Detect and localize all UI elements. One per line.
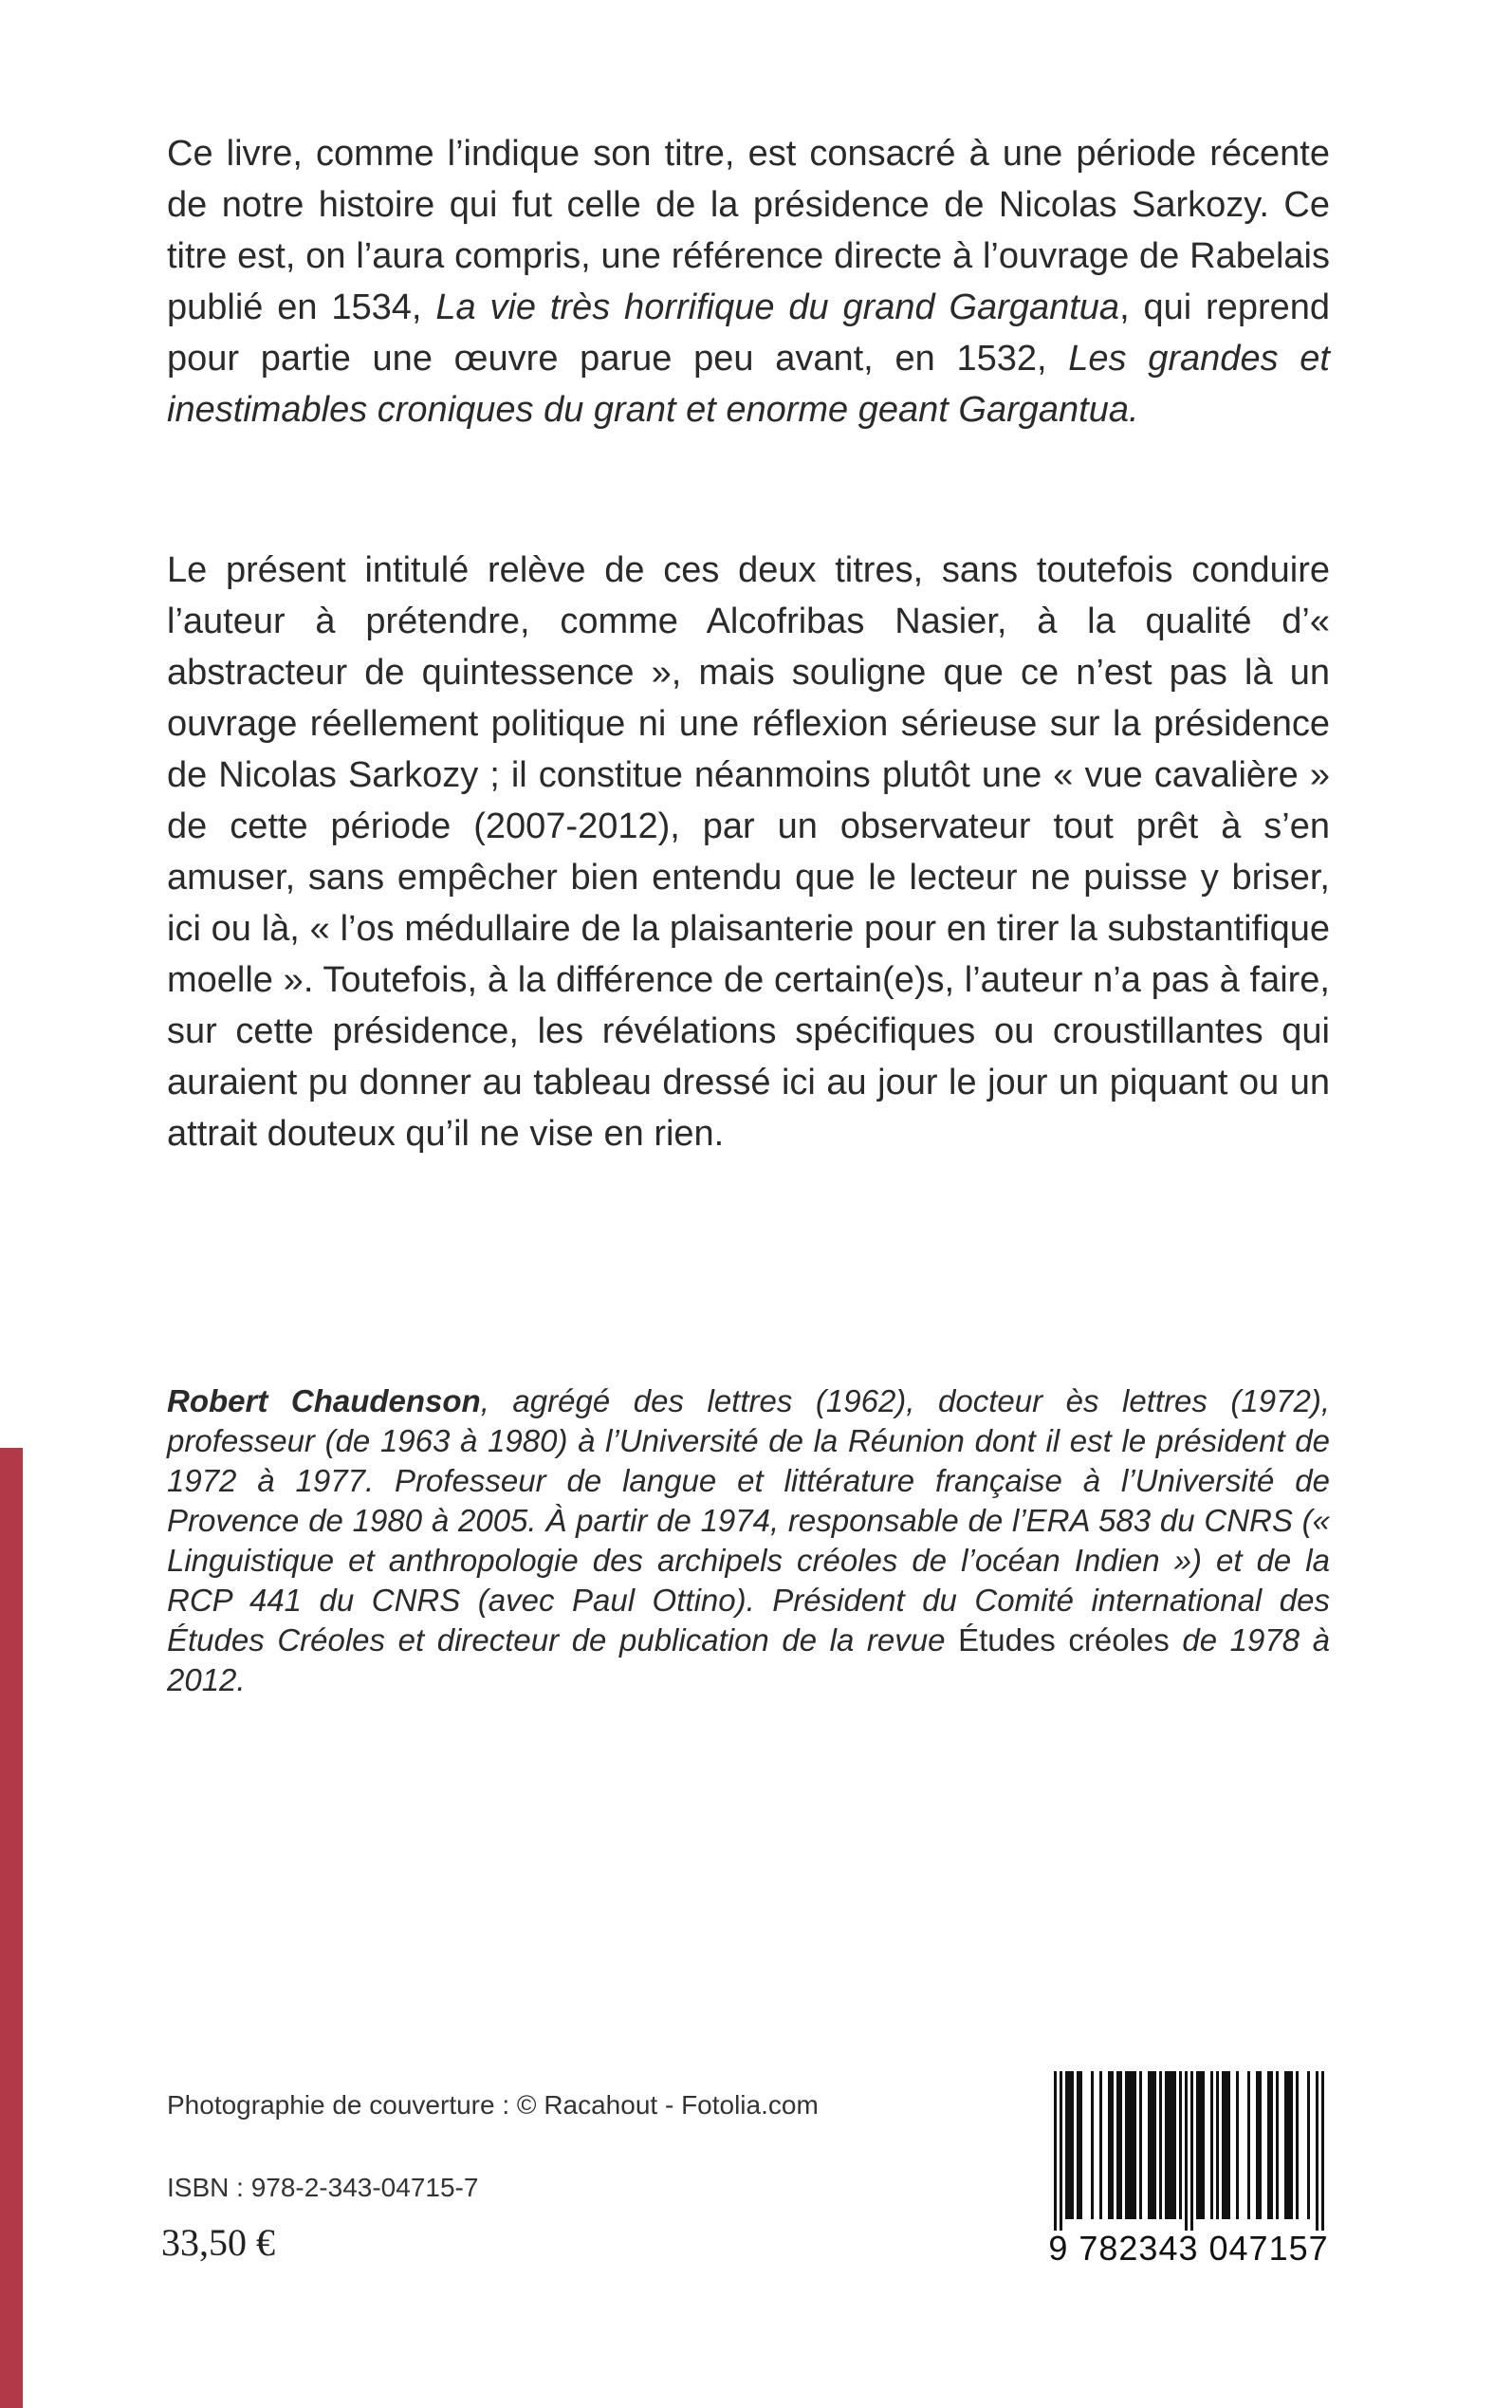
barcode-bar	[1128, 2071, 1131, 2219]
barcode-bar	[1307, 2071, 1310, 2219]
barcode-bar	[1316, 2071, 1318, 2231]
barcode-bar	[1065, 2071, 1068, 2219]
barcode-bar	[1256, 2071, 1259, 2219]
journal-name: Études créoles	[958, 1622, 1170, 1658]
barcode-bar	[1079, 2071, 1082, 2219]
barcode-bar	[1168, 2071, 1171, 2219]
barcode-bar	[1131, 2071, 1134, 2219]
barcode-bar	[1227, 2071, 1230, 2219]
barcode-bar	[1284, 2071, 1287, 2219]
barcode-bar	[1270, 2071, 1273, 2219]
barcode-bar	[1179, 2071, 1182, 2219]
barcode-bar	[1171, 2071, 1173, 2219]
barcode-bar	[1165, 2071, 1168, 2219]
barcode-bar	[1091, 2071, 1094, 2219]
title-croniques: Les grandes et inestimables croniques du grant et enorme geant Gargantua.	[167, 339, 1330, 430]
title-gargantua: La vie très horrifique du grand Gargantua	[435, 287, 1120, 327]
barcode-bar	[1153, 2071, 1156, 2219]
barcode-bar	[1196, 2071, 1199, 2219]
intro-paragraph	[167, 128, 1330, 435]
barcode-bar	[1287, 2071, 1290, 2219]
spine-color-band	[0, 1448, 23, 2408]
barcode-bar	[1267, 2071, 1270, 2219]
barcode-bar	[1236, 2071, 1239, 2219]
barcode-bar	[1151, 2071, 1153, 2219]
barcode-bar	[1125, 2071, 1128, 2219]
isbn: ISBN : 978-2-343-04715-7	[167, 2173, 479, 2202]
barcode-bar	[1247, 2071, 1250, 2219]
second-paragraph: Le présent intitulé relève de ces deux titres, sans toutefois conduire l’auteur à prétendre, comme Alcofribas Nasier, à la qualité d’« abstracteur de quintessence », mais souligne que ce n’est pas là un ouvrage réellement politique ni une réflexion sérieuse sur la présidence de Nicolas Sarkozy ; il constitue néanmoins plutôt une « vue cavalière » de cette période (2007-2012), par un observateur tout prêt à s’en amuser, sans empêcher bien entendu que le lecteur ne puisse y briser, ici ou là, « l’os médullaire de la plaisanterie pour en tirer la substantifique moelle ». Toutefois, à la différence de certain(e)s, l’auteur n’a pas à faire, sur cette présidence, les révélations spécifiques ou croustillantes qui auraient pu donner au tableau dressé ici au jour le jour un piquant ou un attrait douteux qu’il ne vise en rien.	[167, 550, 1330, 1154]
barcode-bar	[1119, 2071, 1122, 2219]
barcode-bar	[1210, 2071, 1213, 2219]
barcode-bar	[1321, 2071, 1324, 2231]
photo-credit: Photographie de couverture : © Racahout - Fotolia.com	[167, 2090, 819, 2120]
intro-text-a: Ce livre, comme l’indique son titre, est consacré à une période récente de notre histoire qui fut celle de la présidence de Nicolas Sarkozy. Ce titre est, on l’aura compris, une référence directe à l’ouvrage de Rabelais publié en 1534,	[167, 134, 1330, 327]
barcode-bar	[1216, 2071, 1219, 2219]
barcode-bar	[1173, 2071, 1176, 2219]
barcode-bar	[1068, 2071, 1071, 2219]
barcode-bar	[1202, 2071, 1205, 2219]
barcode-bar	[1111, 2071, 1114, 2219]
barcode-bar	[1148, 2071, 1151, 2219]
barcode-bar	[1185, 2071, 1188, 2231]
barcode-bar	[1199, 2071, 1202, 2219]
barcode-bar	[1108, 2071, 1111, 2219]
barcode-bar	[1290, 2071, 1293, 2219]
barcode-bar	[1159, 2071, 1162, 2219]
barcode-bar	[1259, 2071, 1262, 2219]
barcode-bar	[1134, 2071, 1136, 2219]
barcode-bar	[1077, 2071, 1079, 2219]
barcode-bar	[1222, 2071, 1225, 2219]
intro-text-b: , qui reprend pour partie une œuvre parue peu avant, en 1532,	[167, 287, 1331, 379]
barcode-bar	[1054, 2071, 1057, 2231]
barcode-bar	[1139, 2071, 1142, 2219]
barcode-bar	[1060, 2071, 1062, 2231]
barcode-bar	[1099, 2071, 1102, 2219]
barcode-bar	[1071, 2071, 1074, 2219]
barcode-bar	[1225, 2071, 1227, 2219]
barcode-number: 9 782343 047157	[1048, 2229, 1329, 2268]
barcode-bar	[1190, 2071, 1193, 2231]
author-name: Robert Chaudenson	[167, 1383, 481, 1418]
price: 33,50 €	[161, 2221, 275, 2264]
barcode-bar	[1116, 2071, 1119, 2219]
barcode-bars	[1043, 2071, 1334, 2232]
barcode	[1043, 2071, 1334, 2272]
bio-end: de 1978 à 2012.	[167, 1622, 1330, 1697]
author-bio	[167, 1381, 1330, 1700]
barcode-bar	[1276, 2071, 1279, 2219]
barcode-bar	[1296, 2071, 1299, 2219]
bio-text: , agrégé des lettres (1962), docteur ès lettres (1972), professeur (de 1963 à 1980) à l’Université de la Réunion dont il est le président de 1972 à 1977. Professeur de langue et littérature française à l’Université de Provence de 1980 à 2005. À partir de 1974, responsable de l’ERA 583 du CNRS (« Linguistique et anthropologie des archipels créoles de l’océan Indien ») et de la RCP 441 du CNRS (avec Paul Ottino). Président du Comité international des Études Créoles et directeur de publication de la revue	[167, 1383, 1330, 1658]
